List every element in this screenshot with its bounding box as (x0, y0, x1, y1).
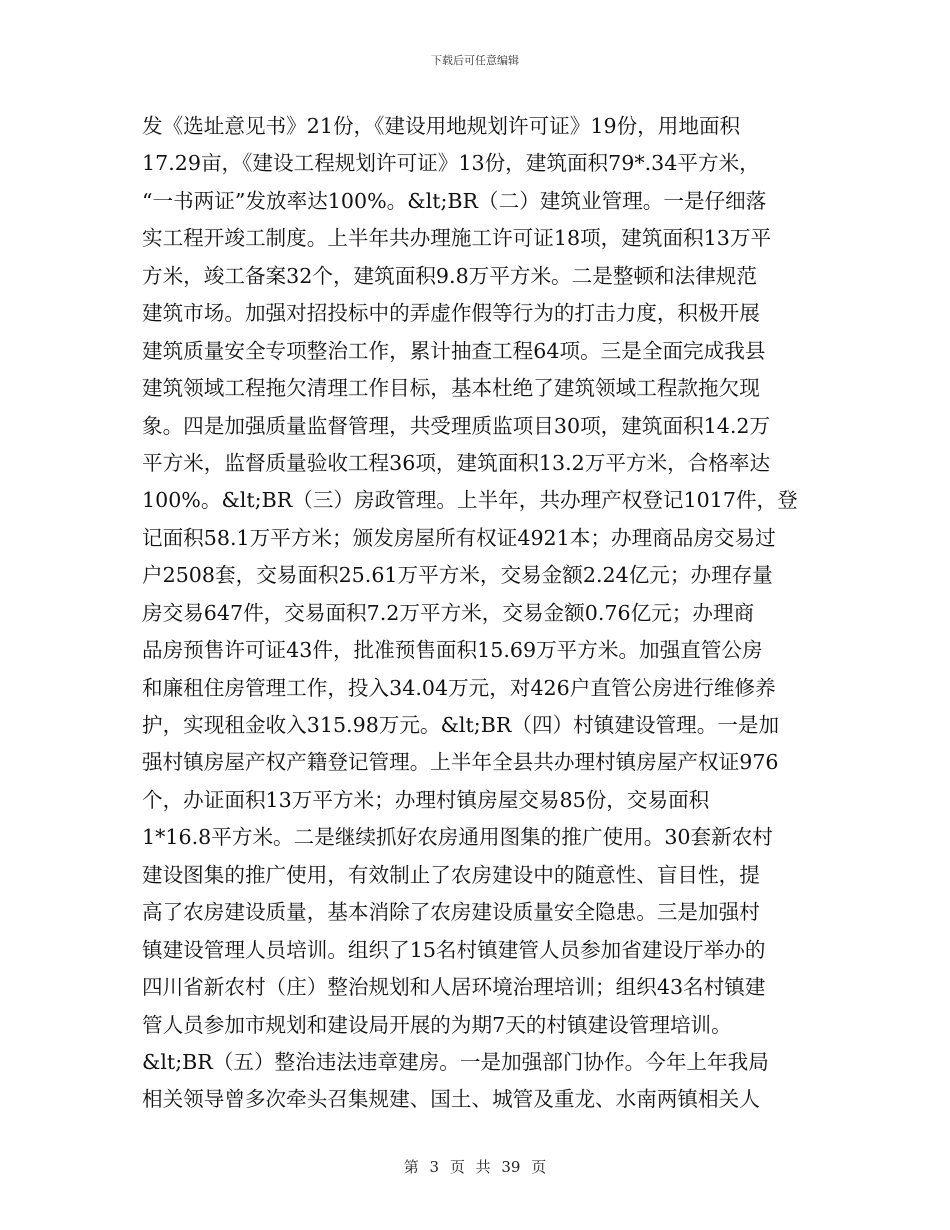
text-line: 相关领导曾多次牵头召集规建、国土、城管及重龙、水南两镇相关人 (142, 1087, 760, 1112)
text-line: 护，实现租金收入315.98万元。&lt;BR（四）村镇建设管理。一是加 (142, 713, 780, 737)
text-line: 品房预售许可证43件，批准预售面积15.69万平方米。加强直管公房 (142, 638, 763, 663)
text-line: 方米，竣工备案32个，建筑面积9.8万平方米。二是整顿和法律规范 (142, 263, 757, 288)
text-line: 和廉租住房管理工作，投入34.04万元，对426户直管公房进行维修养 (142, 675, 776, 700)
text-line: 强村镇房屋产权产籍登记管理。上半年全县共办理村镇房屋产权证976 (142, 750, 779, 775)
text-line: 记面积58.1万平方米；颁发房屋所有权证4921本；办理商品房交易过 (142, 525, 776, 550)
page-header-note: 下载后可任意编辑 (431, 54, 519, 67)
text-line: 房交易647件，交易面积7.2万平方米，交易金额0.76亿元；办理商 (142, 600, 755, 625)
text-line: 发《选址意见书》21份，《建设用地规划许可证》19份，用地面积 (142, 114, 741, 138)
text-line: “一书两证”发放率达100%。&lt;BR（二）建筑业管理。一是仔细落 (142, 188, 767, 213)
text-line: 四川省新农村（庄）整治规划和人居环境治理培训；组织43名村镇建 (142, 975, 766, 1000)
text-line: 1*16.8平方米。二是继续抓好农房通用图集的推广使用。30套新农村 (142, 825, 773, 850)
text-line: 个，办证面积13万平方米；办理村镇房屋交易85份，交易面积 (142, 787, 710, 812)
text-line: 平方米，监督质量验收工程36项，建筑面积13.2万平方米，合格率达 (142, 450, 771, 475)
text-line: 100%。&lt;BR（三）房政管理。上半年，共办理产权登记1017件，登 (142, 488, 798, 513)
text-line: 建筑领域工程拖欠清理工作目标，基本杜绝了建筑领域工程款拖欠现 (142, 376, 760, 401)
text-line: 建筑市场。加强对招投标中的弄虚作假等行为的打击力度，积极开展 (142, 301, 760, 326)
text-line: 户2508套，交易面积25.61万平方米，交易金额2.24亿元；办理存量 (142, 563, 773, 588)
text-line: 建筑质量安全专项整治工作，累计抽查工程64项。三是全面完成我县 (142, 338, 766, 363)
text-line: 象。四是加强质量监督管理，共受理质监项目30项，建筑面积14.2万 (142, 413, 771, 438)
text-line: 实工程开竣工制度。上半年共办理施工许可证18项，建筑面积13万平 (142, 226, 772, 251)
text-line: 建设图集的推广使用，有效制止了农房建设中的随意性、盲目性，提 (142, 862, 760, 887)
text-line: 17.29亩，《建设工程规划许可证》13份，建筑面积79*.34平方米， (142, 151, 760, 176)
text-line: 镇建设管理人员培训。组织了15名村镇建管人员参加省建设厅举办的 (142, 937, 766, 962)
page-number-footer: 第 3 页 共 39 页 (403, 1158, 547, 1176)
document-body (142, 108, 810, 1119)
text-line: &lt;BR（五）整治违法违章建房。一是加强部门协作。今年上年我局 (142, 1049, 769, 1074)
text-line: 管人员参加市规划和建设局开展的为期7天的村镇建设管理培训。 (142, 1012, 732, 1037)
text-line: 高了农房建设质量，基本消除了农房建设质量安全隐患。三是加强村 (142, 900, 760, 925)
